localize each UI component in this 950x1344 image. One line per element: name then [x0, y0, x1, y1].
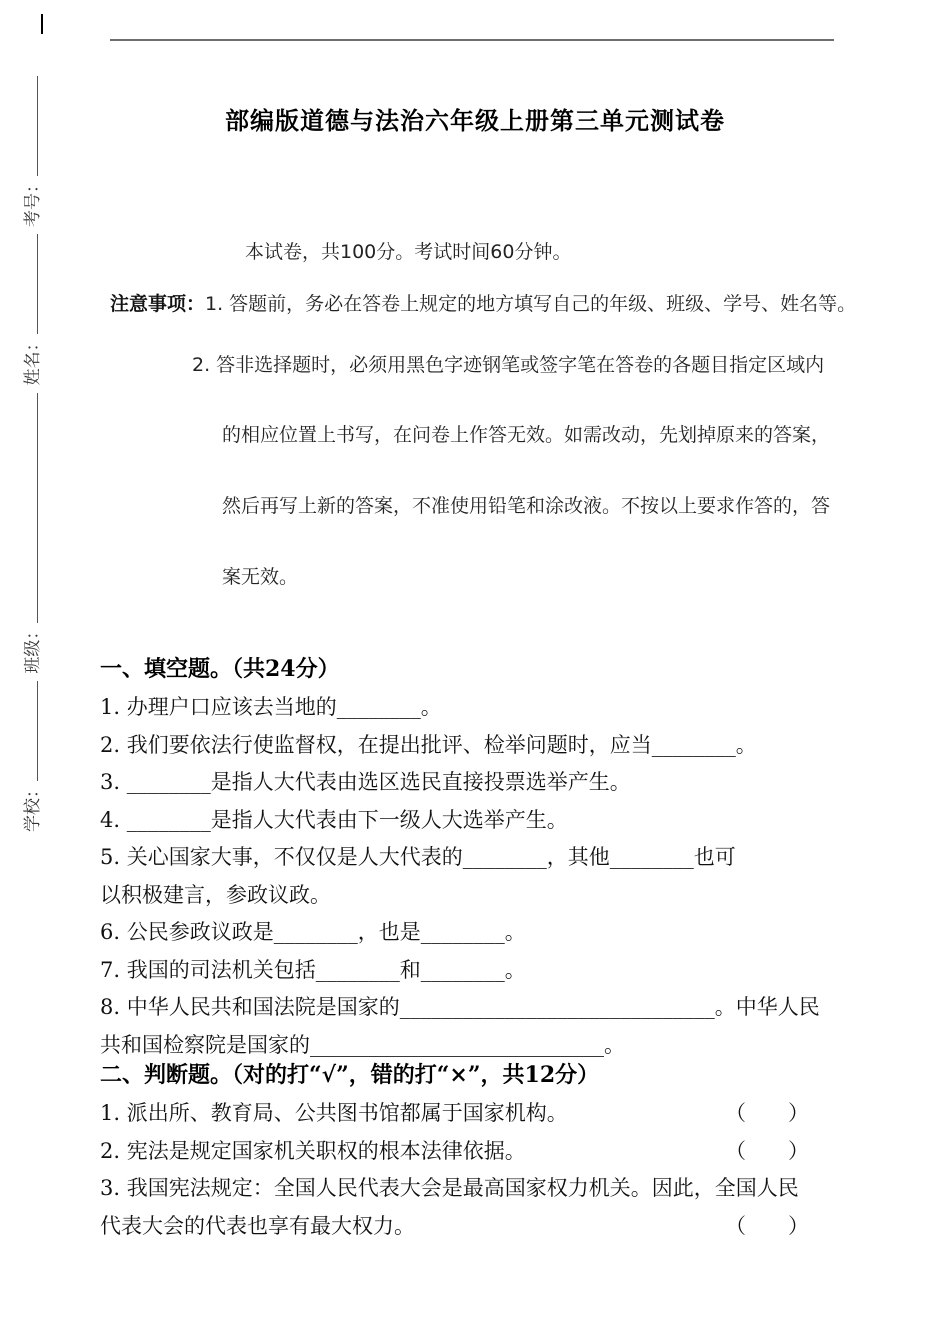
fill-question-7: 7. 我国的司法机关包括________和________。	[100, 957, 526, 982]
judge-section-heading: 二、判断题。（对的打“√”，错的打“×”，共12分）	[100, 1062, 600, 1088]
class-field	[12, 393, 54, 674]
judge-answer-bracket-1: （ ）	[725, 1101, 809, 1125]
true-false-section	[100, 1055, 860, 1245]
notice-line-2: 2. 答非选择题时，必须用黑色字迹钢笔或签字笔在答卷的各题目指定区域内	[192, 354, 825, 376]
exam-id-label: 考号：	[23, 176, 43, 228]
name-label: 姓名：	[23, 334, 43, 386]
fill-question-1: 1. 办理户口应该去当地的________。	[100, 695, 442, 719]
notice-line-5: 案无效。	[222, 566, 299, 588]
name-blank	[23, 234, 38, 334]
header-rule	[110, 39, 834, 41]
notice-line-4: 然后再写上新的答案，不准使用铅笔和涂改液。不按以上要求作答的，答	[222, 495, 831, 517]
name-field	[12, 234, 54, 385]
fill-question-4: 4. ________是指人大代表由下一级人大选举产生。	[100, 807, 568, 832]
fill-question-5: 5. 关心国家大事，不仅仅是人大代表的________，其他________也可	[100, 845, 736, 869]
notice-line-1	[110, 291, 856, 317]
judge-question-3-cont	[100, 1208, 860, 1246]
notice-line-3: 的相应位置上书写，在问卷上作答无效。如需改动，先划掉原来的答案，	[222, 424, 831, 446]
fill-question-3: 3. ________是指人大代表由选区选民直接投票选举产生。	[100, 770, 631, 794]
crop-mark	[41, 14, 43, 34]
exam-info-line: 本试卷，共100分。考试时间60分钟。	[245, 241, 572, 263]
notice-label: 注意事项：	[110, 293, 206, 315]
page-title: 部编版道德与法治六年级上册第三单元测试卷	[225, 107, 725, 135]
school-blank	[23, 681, 38, 781]
fill-question-8-cont: 共和国检察院是国家的____________________________。	[100, 1032, 625, 1057]
class-blank	[23, 393, 38, 623]
fill-in-blank-section	[100, 649, 860, 1064]
student-info-seal-line	[12, 76, 54, 832]
fill-question-6: 6. 公民参政议政是________，也是________。	[100, 920, 526, 944]
judge-question-1-text: 1. 派出所、教育局、公共图书馆都属于国家机构。	[100, 1101, 568, 1125]
school-label: 学校：	[23, 781, 43, 832]
judge-question-1	[100, 1095, 860, 1133]
notice-text-1: 1. 答题前，务必在答卷上规定的地方填写自己的年级、班级、学号、姓名等。	[205, 293, 857, 315]
judge-answer-bracket-2: （ ）	[725, 1138, 809, 1163]
fill-section-heading: 一、填空题。（共24分）	[100, 656, 340, 682]
judge-question-3-cont-text: 代表大会的代表也享有最大权力。	[100, 1213, 415, 1238]
school-field	[12, 681, 54, 832]
class-label: 班级：	[23, 622, 43, 674]
exam-id-field	[12, 76, 54, 227]
judge-question-3	[100, 1170, 860, 1208]
judge-question-3-text: 3. 我国宪法规定：全国人民代表大会是最高国家权力机关。因此，全国人民	[100, 1176, 799, 1200]
fill-question-2: 2. 我们要依法行使监督权，在提出批评、检举问题时，应当________。	[100, 732, 757, 757]
fill-question-5-cont: 以积极建言，参政议政。	[100, 882, 331, 907]
judge-answer-bracket-3: （ ）	[725, 1213, 809, 1238]
judge-question-2-text: 2. 宪法是规定国家机关职权的根本法律依据。	[100, 1138, 526, 1163]
judge-question-2	[100, 1133, 860, 1171]
fill-question-8: 8. 中华人民共和国法院是国家的______________________________。中华人民	[100, 995, 820, 1019]
